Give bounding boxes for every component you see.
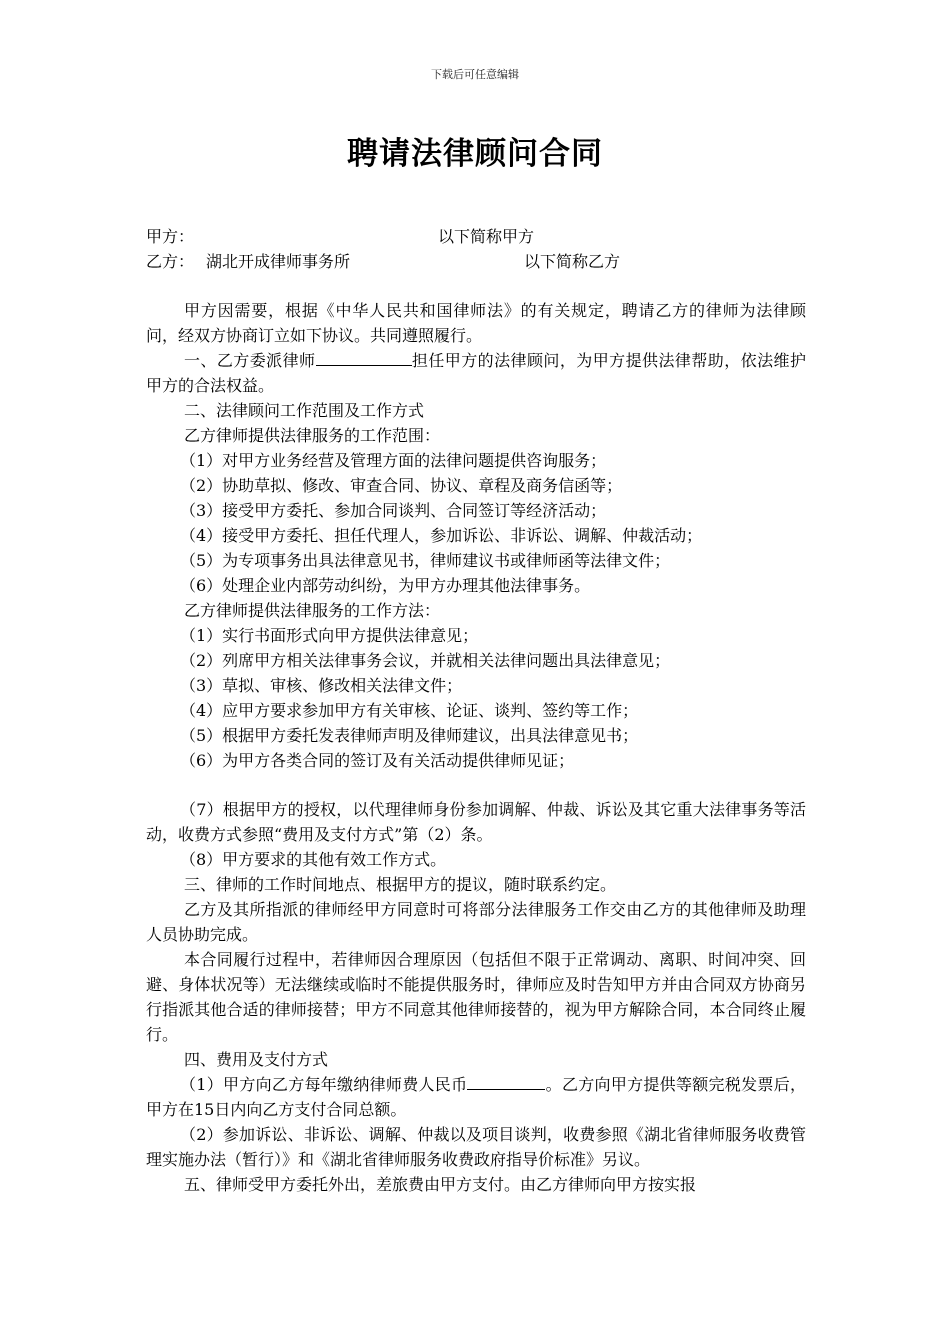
- method-item-7: （7）根据甲方的授权，以代理律师身份参加调解、仲裁、诉讼及其它重大法律事务等活动，收费方式参照“费用及支付方式”第（2）条。: [146, 800, 806, 844]
- intro-paragraph: 甲方因需要，根据《中华人民共和国律师法》的有关规定，聘请乙方的律师为法律顾问，经双方协商订立如下协议。共同遵照履行。: [146, 301, 806, 345]
- section-4-heading: 四、费用及支付方式: [184, 1050, 329, 1069]
- scope-item: （1）对甲方业务经营及管理方面的法律问题提供咨询服务；: [180, 451, 607, 470]
- scope-item: （2）协助草拟、修改、审查合同、协议、章程及商务信函等；: [180, 476, 623, 495]
- method-item-8: （8）甲方要求的其他有效工作方式。: [180, 850, 447, 869]
- header-note: 下载后可任意编辑: [431, 68, 519, 81]
- clause-1-pre: 一、乙方委派律师: [184, 351, 316, 370]
- scope-item: （3）接受甲方委托、参加合同谈判、合同签订等经济活动；: [180, 501, 607, 520]
- lawyer-name-blank: [316, 348, 412, 366]
- section-3-paragraph-b: 本合同履行过程中，若律师因合理原因（包括但不限于正常调动、离职、时间冲突、回避、身体状况等）无法继续或临时不能提供服务时，律师应及时告知甲方并由合同双方协商另行指派其他合适的律师接替；甲方不同意其他律师接替的，视为甲方解除合同，本合同终止履行。: [146, 950, 806, 1044]
- party-a-alias: 以下简称甲方: [438, 227, 535, 246]
- parties-block: [146, 224, 826, 274]
- party-b-alias: 以下简称乙方: [524, 252, 621, 271]
- clause-1-paragraph: [146, 348, 806, 398]
- page-title: 聘请法律顾问合同: [347, 136, 603, 172]
- clause-1-post: 担任甲方的法律顾问，为甲方提供法律帮助，依法维护甲方的合法权益。: [146, 351, 806, 395]
- method-item: （2）列席甲方相关法律事务会议，并就相关法律问题出具法律意见；: [180, 651, 671, 670]
- party-a-label: 甲方：: [146, 227, 195, 246]
- section-3-paragraph-a: 乙方及其所指派的律师经甲方同意时可将部分法律服务工作交由乙方的其他律师及助理人员协助完成。: [146, 900, 806, 944]
- scope-item: （4）接受甲方委托、担任代理人，参加诉讼、非诉讼、调解、仲裁活动；: [180, 526, 703, 545]
- method-item: （4）应甲方要求参加甲方有关审核、论证、谈判、签约等工作；: [180, 701, 639, 720]
- method-item: （3）草拟、审核、修改相关法律文件；: [180, 676, 463, 695]
- scope-item: （5）为专项事务出具法律意见书，律师建议书或律师函等法律文件；: [180, 551, 671, 570]
- fee-item-1: [146, 1072, 806, 1122]
- fee-item-2: （2）参加诉讼、非诉讼、调解、仲裁以及项目谈判，收费参照《湖北省律师服务收费管理实施办法（暂行）》和《湖北省律师服务收费政府指导价标准》另议。: [146, 1125, 806, 1169]
- fee-amount-blank: [467, 1072, 545, 1090]
- fee-item-1-pre: （1）甲方向乙方每年缴纳律师费人民币: [180, 1075, 468, 1094]
- scope-heading: 乙方律师提供法律服务的工作范围：: [184, 426, 441, 445]
- section-5-paragraph: 五、律师受甲方委托外出，差旅费由甲方支付。由乙方律师向甲方按实报: [184, 1175, 697, 1194]
- section-2-heading: 二、法律顾问工作范围及工作方式: [184, 401, 425, 420]
- method-item: （1）实行书面形式向甲方提供法律意见；: [180, 626, 479, 645]
- blank-line: [146, 773, 806, 797]
- party-b-label: 乙方：: [146, 252, 195, 271]
- method-item: （5）根据甲方委托发表律师声明及律师建议，出具法律意见书；: [180, 726, 639, 745]
- scope-item: （6）处理企业内部劳动纠纷，为甲方办理其他法律事务。: [180, 576, 591, 595]
- party-b-name: 湖北开成律师事务所: [206, 252, 351, 271]
- method-item: （6）为甲方各类合同的签订及有关活动提供律师见证；: [180, 751, 575, 770]
- section-3-heading: 三、律师的工作时间地点、根据甲方的提议，随时联系约定。: [184, 875, 617, 894]
- contract-body: [146, 298, 806, 1197]
- party-b-row: [146, 249, 826, 274]
- party-a-row: [146, 224, 826, 249]
- fee-item-1-post: 。乙方向甲方提供等额完税发票后，甲方在15日内向乙方支付合同总额。: [146, 1075, 806, 1119]
- method-heading: 乙方律师提供法律服务的工作方法：: [184, 601, 441, 620]
